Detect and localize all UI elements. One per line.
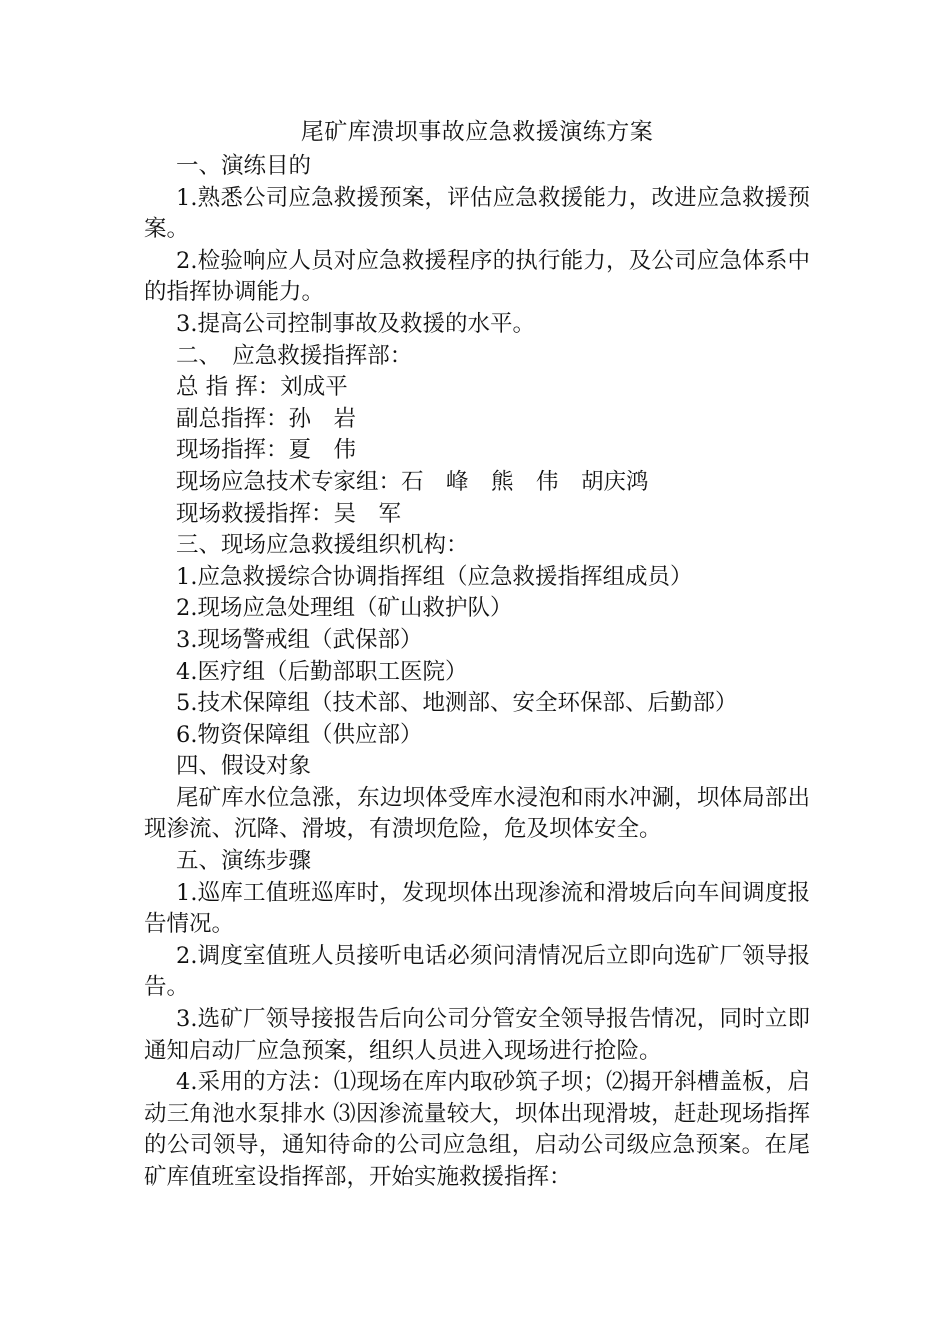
body-line: 四、假设对象 (176, 753, 312, 780)
body-line: 二、 应急救援指挥部： (176, 342, 413, 369)
body-paragraph: 尾矿库水位急涨，东边坝体受库水浸泡和雨水冲涮，坝体局部出现渗流、沉降、滑坡，有溃坝危险，危及坝体安全。 (144, 784, 810, 843)
body-line: 现场指挥：夏 伟 (176, 437, 357, 464)
body-line: 6.物资保障组（供应部） (176, 721, 423, 748)
body-line: 副总指挥：孙 岩 (176, 405, 357, 432)
body-line: 4.医疗组（后勤部职工医院） (176, 658, 468, 685)
document-body (144, 151, 810, 1194)
body-line: 现场救援指挥：吴 军 (176, 500, 402, 527)
body-line: 2.现场应急处理组（矿山救护队） (176, 595, 513, 622)
body-paragraph: 1.熟悉公司应急救援预案，评估应急救援能力，改进应急救援预案。 (144, 184, 810, 243)
body-line: 总 指 挥：刘成平 (176, 374, 348, 401)
body-line: 5.技术保障组（技术部、地测部、安全环保部、后勤部） (176, 690, 738, 717)
body-paragraph: 2.检验响应人员对应急救援程序的执行能力，及公司应急体系中的指挥协调能力。 (144, 247, 810, 306)
body-line: 现场应急技术专家组：石 峰 熊 伟 胡庆鸿 (176, 468, 649, 495)
body-paragraph: 4.采用的方法：⑴现场在库内取砂筑子坝；⑵揭开斜槽盖板，启动三角池水泵排水 ⑶因渗流量较大，坝体出现滑坡，赶赴现场指挥的公司领导，通知待命的公司应急组，启动公司级应急预案。在尾矿库值班室设指挥部，开始实施救援指挥： (144, 1069, 810, 1190)
body-line: 3.提高公司控制事故及救援的水平。 (176, 310, 535, 337)
body-line: 五、演练步骤 (176, 848, 312, 875)
body-line: 一、演练目的 (176, 153, 312, 179)
document-title: 尾矿库溃坝事故应急救援演练方案 (300, 119, 654, 145)
body-line: 1.应急救援综合协调指挥组（应急救援指挥组成员） (176, 563, 693, 590)
body-paragraph: 3.选矿厂领导接报告后向公司分管安全领导报告情况，同时立即通知启动厂应急预案，组织人员进入现场进行抢险。 (144, 1006, 810, 1064)
body-paragraph: 2.调度室值班人员接听电话必须问清情况后立即向选矿厂领导报告。 (144, 942, 810, 1001)
body-paragraph: 1.巡库工值班巡库时，发现坝体出现渗流和滑坡后向车间调度报告情况。 (144, 879, 810, 938)
body-line: 三、现场应急救援组织机构： (176, 532, 469, 559)
body-line: 3.现场警戒组（武保部） (176, 626, 423, 653)
